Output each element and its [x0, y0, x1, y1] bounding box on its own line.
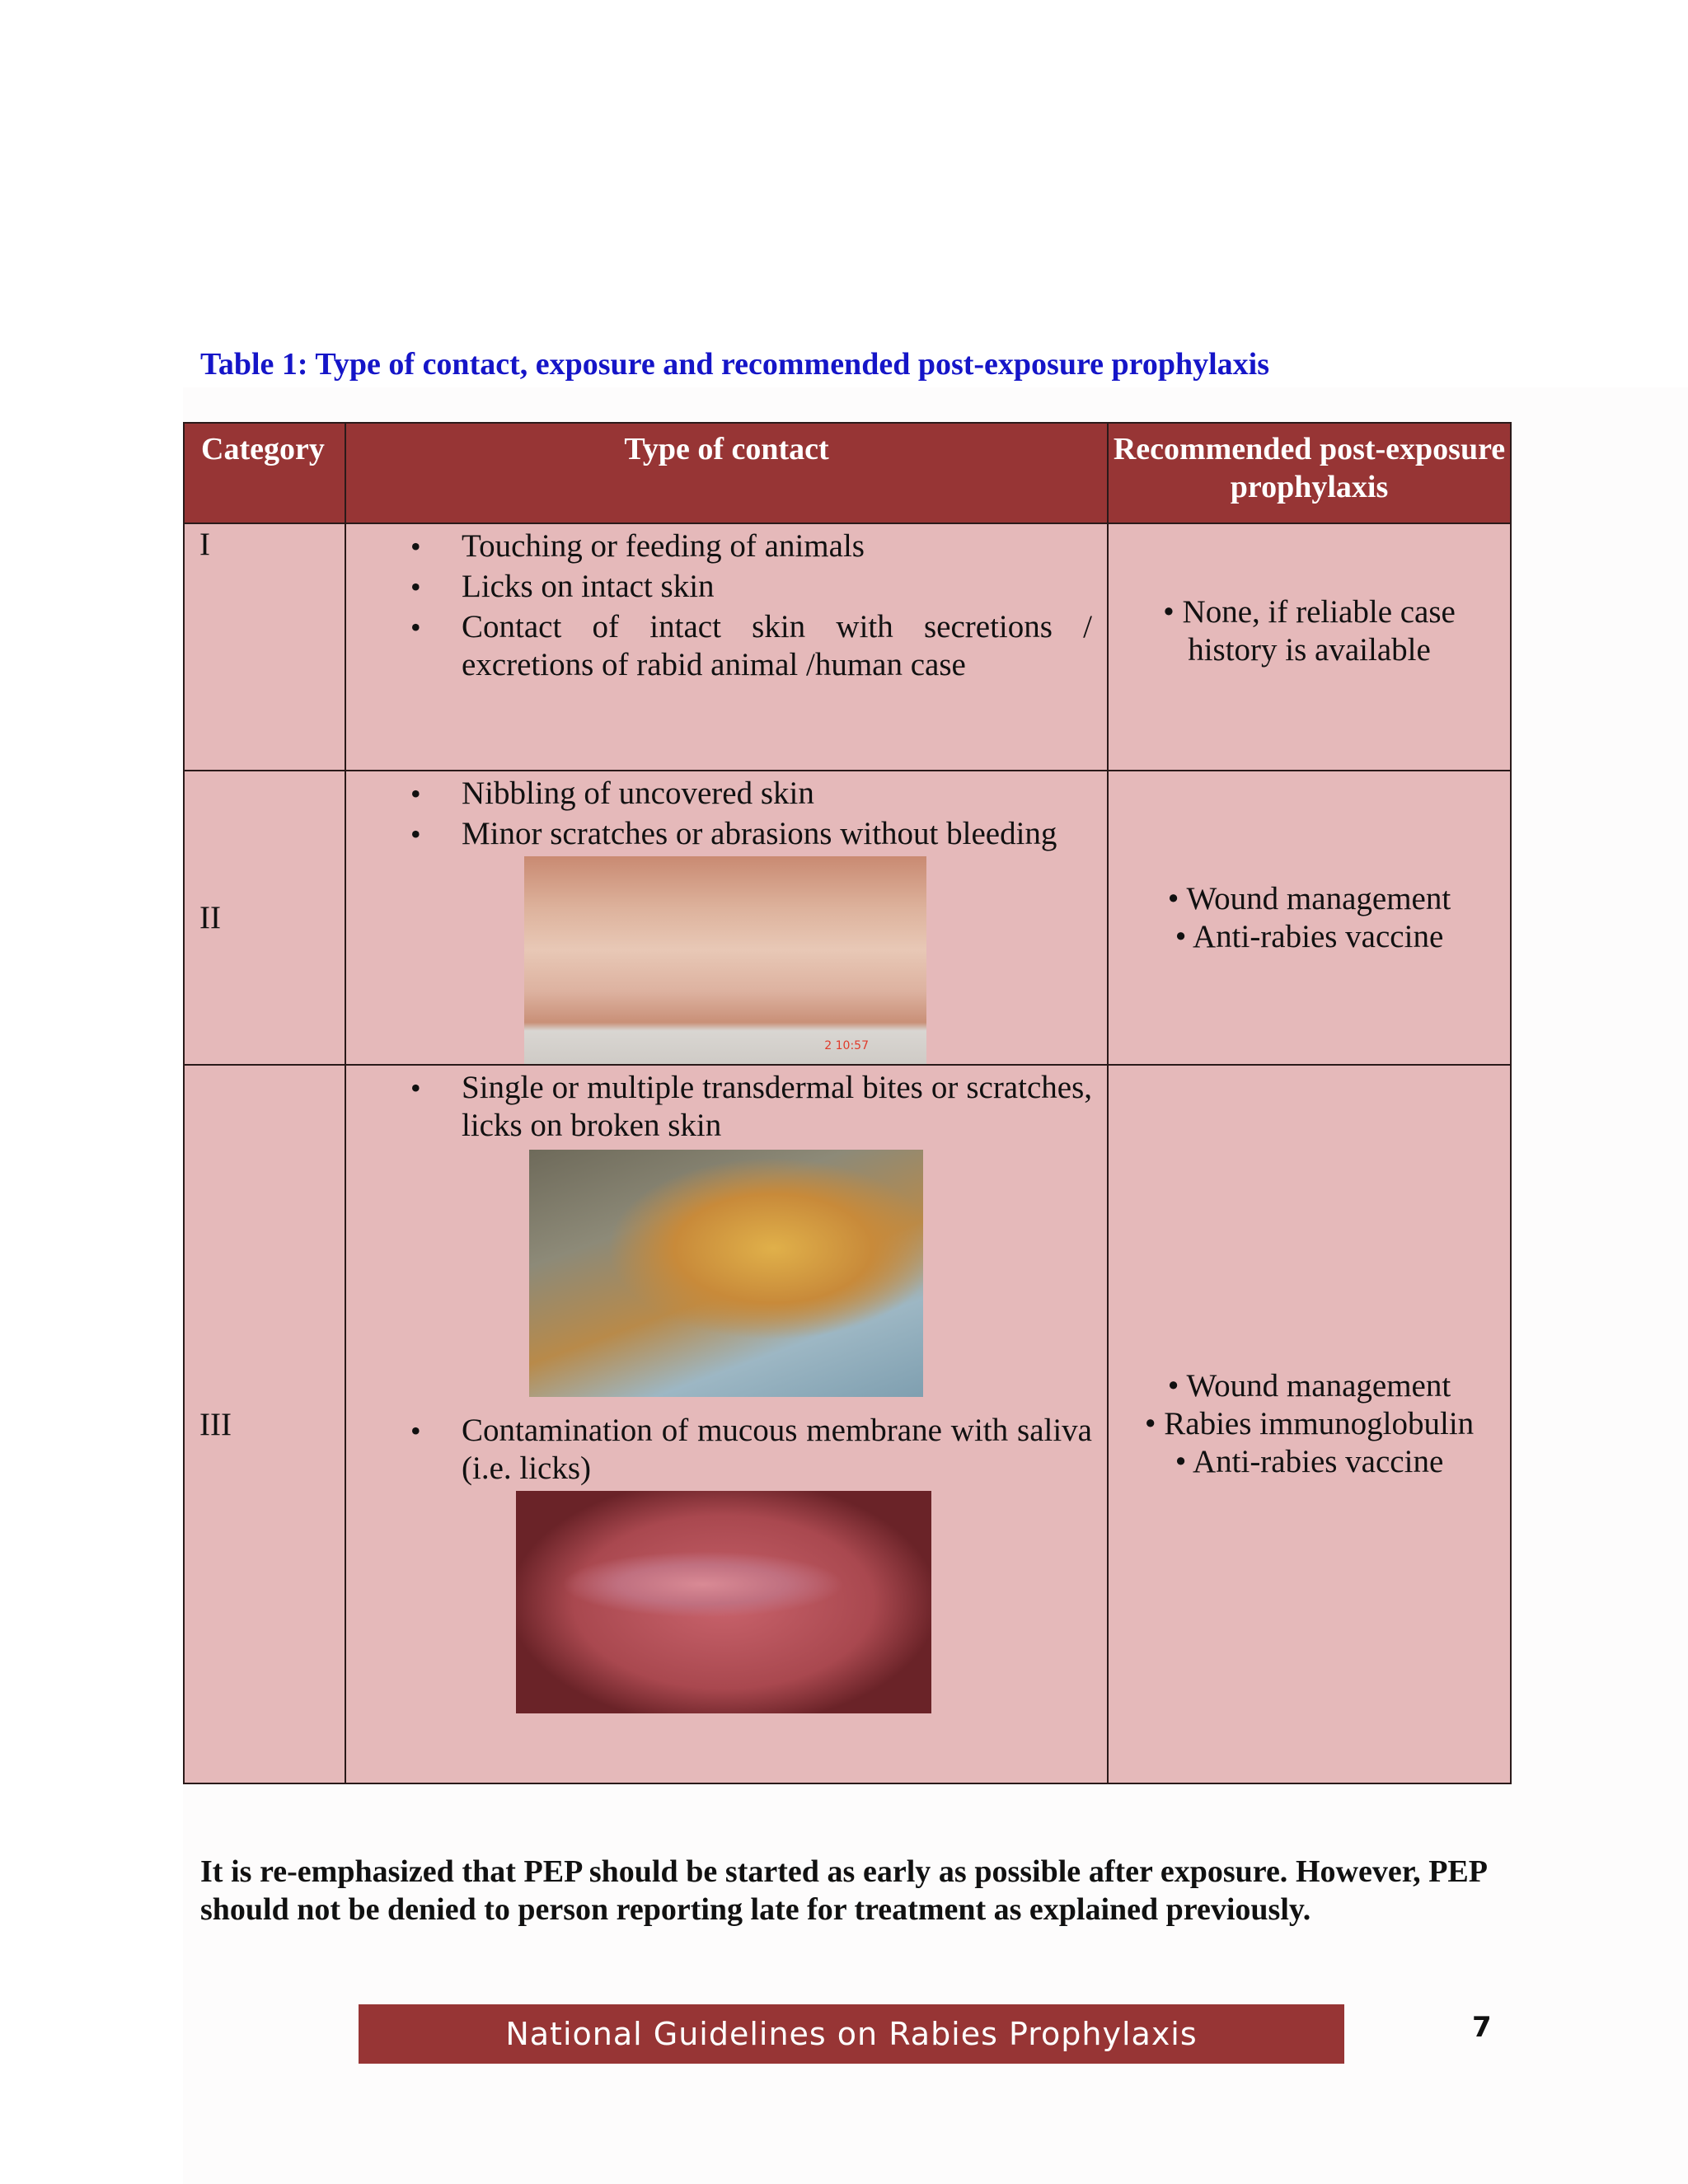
category-cell: [184, 771, 345, 1065]
header-category: Category: [184, 423, 345, 523]
category-cell: [184, 1065, 345, 1783]
bullet-icon: •: [410, 611, 421, 644]
contact-text: Contact of intact skin with secretions / excretions of rabid animal /human case: [462, 609, 1092, 682]
table-row-category-3: [184, 1065, 1511, 1783]
contact-list: [346, 527, 1107, 684]
recommendation-line: • Rabies immunoglobulin: [1144, 1406, 1475, 1441]
contact-item: [346, 1069, 1092, 1145]
contact-item: [346, 1412, 1092, 1488]
pep-table: [183, 422, 1512, 1784]
contact-list: [346, 775, 1107, 853]
lip-lick-photo: [516, 1491, 931, 1713]
contact-text: Single or multiple transdermal bites or scratches, licks on broken skin: [462, 1070, 1092, 1143]
contact-cell: [345, 771, 1108, 1065]
table-header-row: [184, 423, 1511, 523]
contact-item: [346, 608, 1092, 684]
header-type-of-contact: Type of contact: [345, 423, 1108, 523]
category-label: III: [199, 1406, 232, 1442]
photo-timestamp: 2 10:57: [824, 1039, 869, 1052]
contact-text: Nibbling of uncovered skin: [462, 776, 814, 811]
contact-text: Minor scratches or abrasions without bleeding: [462, 816, 1057, 851]
category-cell: [184, 523, 345, 771]
recommendation-line: • Wound management: [1167, 1368, 1451, 1404]
recommendation-line: • Anti-rabies vaccine: [1175, 918, 1444, 954]
category-label: II: [199, 900, 221, 935]
recommendation-cell: [1108, 523, 1511, 771]
bullet-icon: •: [410, 1414, 421, 1447]
table-row-category-1: [184, 523, 1511, 771]
header-recommended-pep: Recommended post-exposure prophylaxis: [1108, 423, 1511, 523]
footer-title: National Guidelines on Rabies Prophylaxis: [505, 2016, 1198, 2052]
bullet-icon: •: [410, 570, 421, 603]
recommendation-line: • Wound management: [1167, 880, 1451, 916]
recommendation-line: • None, if reliable case: [1163, 594, 1456, 630]
contact-item: [346, 775, 1092, 813]
recommendation-cell: [1108, 771, 1511, 1065]
table-row-category-2: [184, 771, 1511, 1065]
bullet-icon: •: [410, 530, 421, 563]
bullet-icon: •: [410, 1071, 421, 1104]
bullet-icon: •: [410, 777, 421, 810]
arm-scratch-photo: [524, 856, 926, 1064]
table-title: Table 1: Type of contact, exposure and recommended post-exposure prophylaxis: [200, 347, 1270, 382]
contact-item: [346, 815, 1092, 853]
contact-list: [346, 1412, 1107, 1488]
contact-text: Touching or feeding of animals: [462, 528, 865, 564]
contact-cell: [345, 523, 1108, 771]
knee-bite-photo: [529, 1150, 923, 1397]
contact-item: [346, 527, 1092, 565]
contact-cell: [345, 1065, 1108, 1783]
page-number: 7: [1472, 2011, 1492, 2044]
pep-emphasis-note: It is re-emphasized that PEP should be started as early as possible after exposure. However, PEP should not be denied to person reporting late for treatment as explained previously.: [200, 1854, 1488, 1927]
recommendation-line: • Anti-rabies vaccine: [1175, 1444, 1444, 1479]
recommendation-cell: [1108, 1065, 1511, 1783]
bullet-icon: •: [410, 818, 421, 851]
contact-text: Licks on intact skin: [462, 569, 715, 604]
recommendation-line: history is available: [1188, 632, 1431, 668]
contact-list: [346, 1069, 1107, 1145]
contact-item: [346, 568, 1092, 606]
category-label: I: [199, 527, 210, 562]
footer-banner: [359, 2004, 1344, 2064]
contact-text: Contamination of mucous membrane with saliva (i.e. licks): [462, 1413, 1092, 1486]
